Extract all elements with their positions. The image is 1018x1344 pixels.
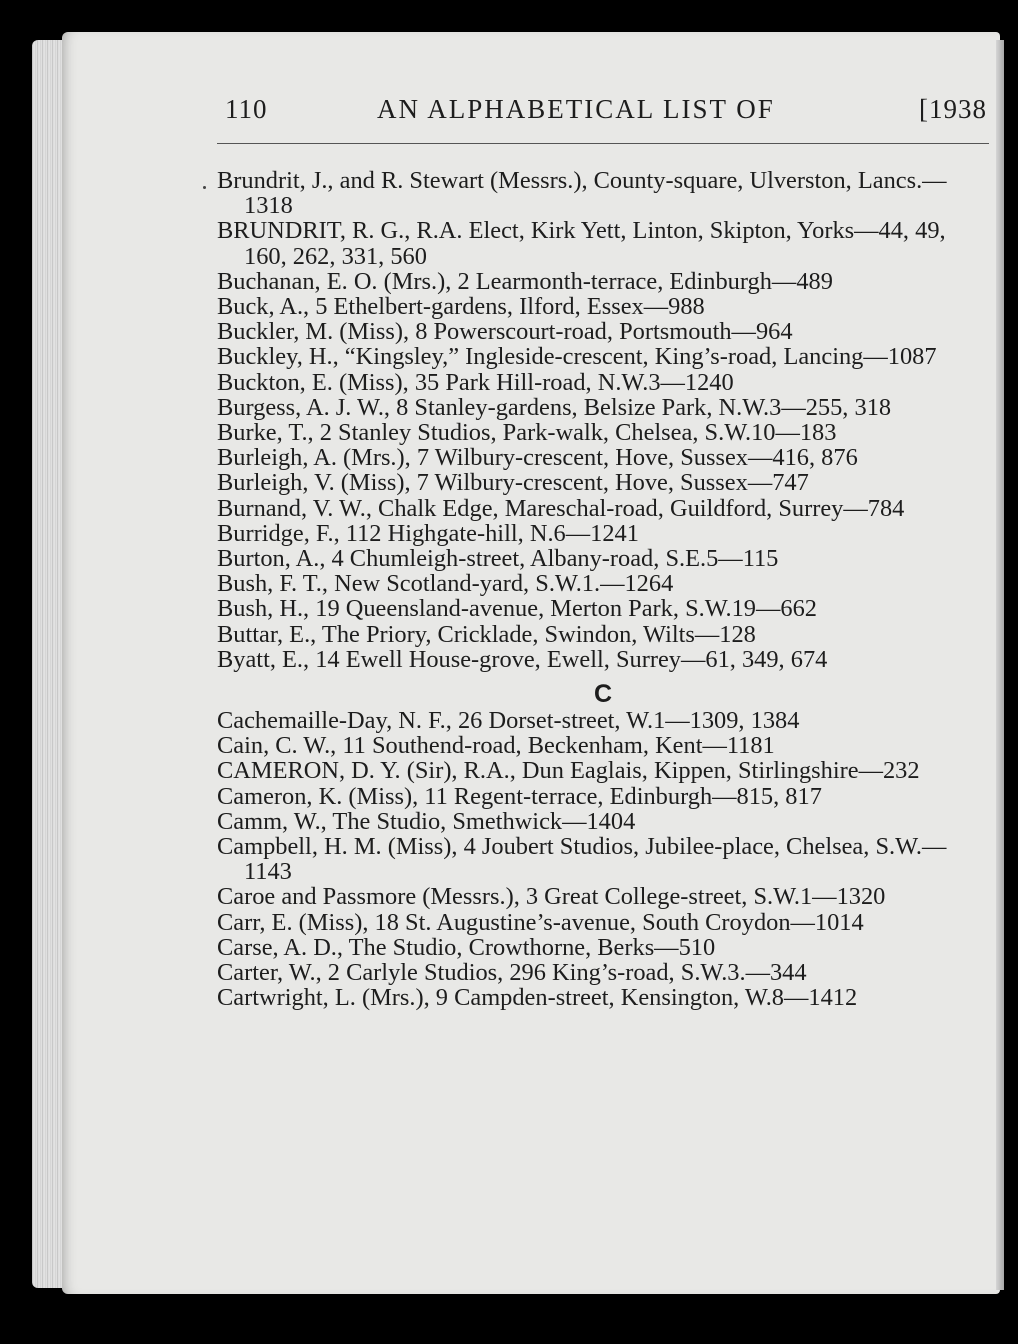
list-entry: Burnand, V. W., Chalk Edge, Mareschal-road, Guildford, Surrey—784 bbox=[217, 494, 905, 522]
list-entry: BRUNDRIT, R. G., R.A. Elect, Kirk Yett, Linton, Skipton, Yorks—44, 49, 160, 262, 331, 560 bbox=[217, 217, 946, 270]
list-entry: Burke, T., 2 Stanley Studios, Park-walk, Chelsea, S.W.10—183 bbox=[217, 419, 837, 447]
print-speck bbox=[203, 186, 206, 189]
running-year: [1938 bbox=[919, 94, 987, 124]
running-header bbox=[217, 92, 989, 132]
list-entry: Campbell, H. M. (Miss), 4 Joubert Studios, Jubilee-place, Chelsea, S.W.—1143 bbox=[217, 833, 947, 886]
list-entry: CAMERON, D. Y. (Sir), R.A., Dun Eaglais, Kippen, Stirlingshire—232 bbox=[217, 757, 920, 785]
list-entry: Buchanan, E. O. (Mrs.), 2 Learmonth-terrace, Edinburgh—489 bbox=[217, 267, 833, 295]
list-entry: Burleigh, V. (Miss), 7 Wilbury-crescent, Hove, Sussex—747 bbox=[217, 469, 809, 497]
list-entry: Cachemaille-Day, N. F., 26 Dorset-street, W.1—1309, 1384 bbox=[217, 707, 800, 735]
list-entry: Burridge, F., 112 Highgate-hill, N.6—1241 bbox=[217, 519, 639, 547]
list-entry: Burleigh, A. (Mrs.), 7 Wilbury-crescent, Hove, Sussex—416, 876 bbox=[217, 444, 858, 472]
list-entry: Carter, W., 2 Carlyle Studios, 296 King’s-road, S.W.3.—344 bbox=[217, 959, 807, 987]
list-entry: Cartwright, L. (Mrs.), 9 Campden-street, Kensington, W.8—1412 bbox=[217, 984, 858, 1012]
list-entry: Buckley, H., “Kingsley,” Ingleside-crescent, King’s-road, Lancing—1087 bbox=[217, 343, 937, 371]
list-entry: Burton, A., 4 Chumleigh-street, Albany-road, S.E.5—115 bbox=[217, 545, 779, 573]
list-entry: Bush, F. T., New Scotland-yard, S.W.1.—1264 bbox=[217, 570, 674, 598]
section-heading-c: C bbox=[593, 680, 613, 709]
list-entry: Camm, W., The Studio, Smethwick—1404 bbox=[217, 807, 636, 835]
list-entry: Cain, C. W., 11 Southend-road, Beckenham, Kent—1181 bbox=[217, 732, 775, 760]
directory-list bbox=[217, 168, 989, 1011]
list-entry: Byatt, E., 14 Ewell House-grove, Ewell, Surrey—61, 349, 674 bbox=[217, 645, 828, 673]
list-entry: Cameron, K. (Miss), 11 Regent-terrace, Edinburgh—815, 817 bbox=[217, 782, 822, 810]
list-entry: Carr, E. (Miss), 18 St. Augustine’s-avenue, South Croydon—1014 bbox=[217, 908, 864, 936]
running-title: AN ALPHABETICAL LIST OF bbox=[377, 94, 775, 124]
header-rule bbox=[217, 143, 989, 144]
list-entry: Caroe and Passmore (Messrs.), 3 Great College-street, S.W.1—1320 bbox=[217, 883, 886, 911]
list-entry: Carse, A. D., The Studio, Crowthorne, Berks—510 bbox=[217, 933, 716, 961]
book-right-edge bbox=[996, 40, 1004, 1290]
list-entry: Buckton, E. (Miss), 35 Park Hill-road, N.W.3—1240 bbox=[217, 368, 734, 396]
list-entry: Burgess, A. J. W., 8 Stanley-gardens, Belsize Park, N.W.3—255, 318 bbox=[217, 393, 892, 421]
list-entry: Buttar, E., The Priory, Cricklade, Swindon, Wilts—128 bbox=[217, 620, 756, 648]
page-number: 110 bbox=[225, 94, 268, 124]
list-entry: Bush, H., 19 Queensland-avenue, Merton Park, S.W.19—662 bbox=[217, 595, 817, 623]
list-entry: Buck, A., 5 Ethelbert-gardens, Ilford, Essex—988 bbox=[217, 293, 705, 321]
list-entry: Brundrit, J., and R. Stewart (Messrs.), County-square, Ulverston, Lancs.—1318 bbox=[217, 167, 947, 220]
list-entry: Buckler, M. (Miss), 8 Powerscourt-road, Portsmouth—964 bbox=[217, 318, 793, 346]
